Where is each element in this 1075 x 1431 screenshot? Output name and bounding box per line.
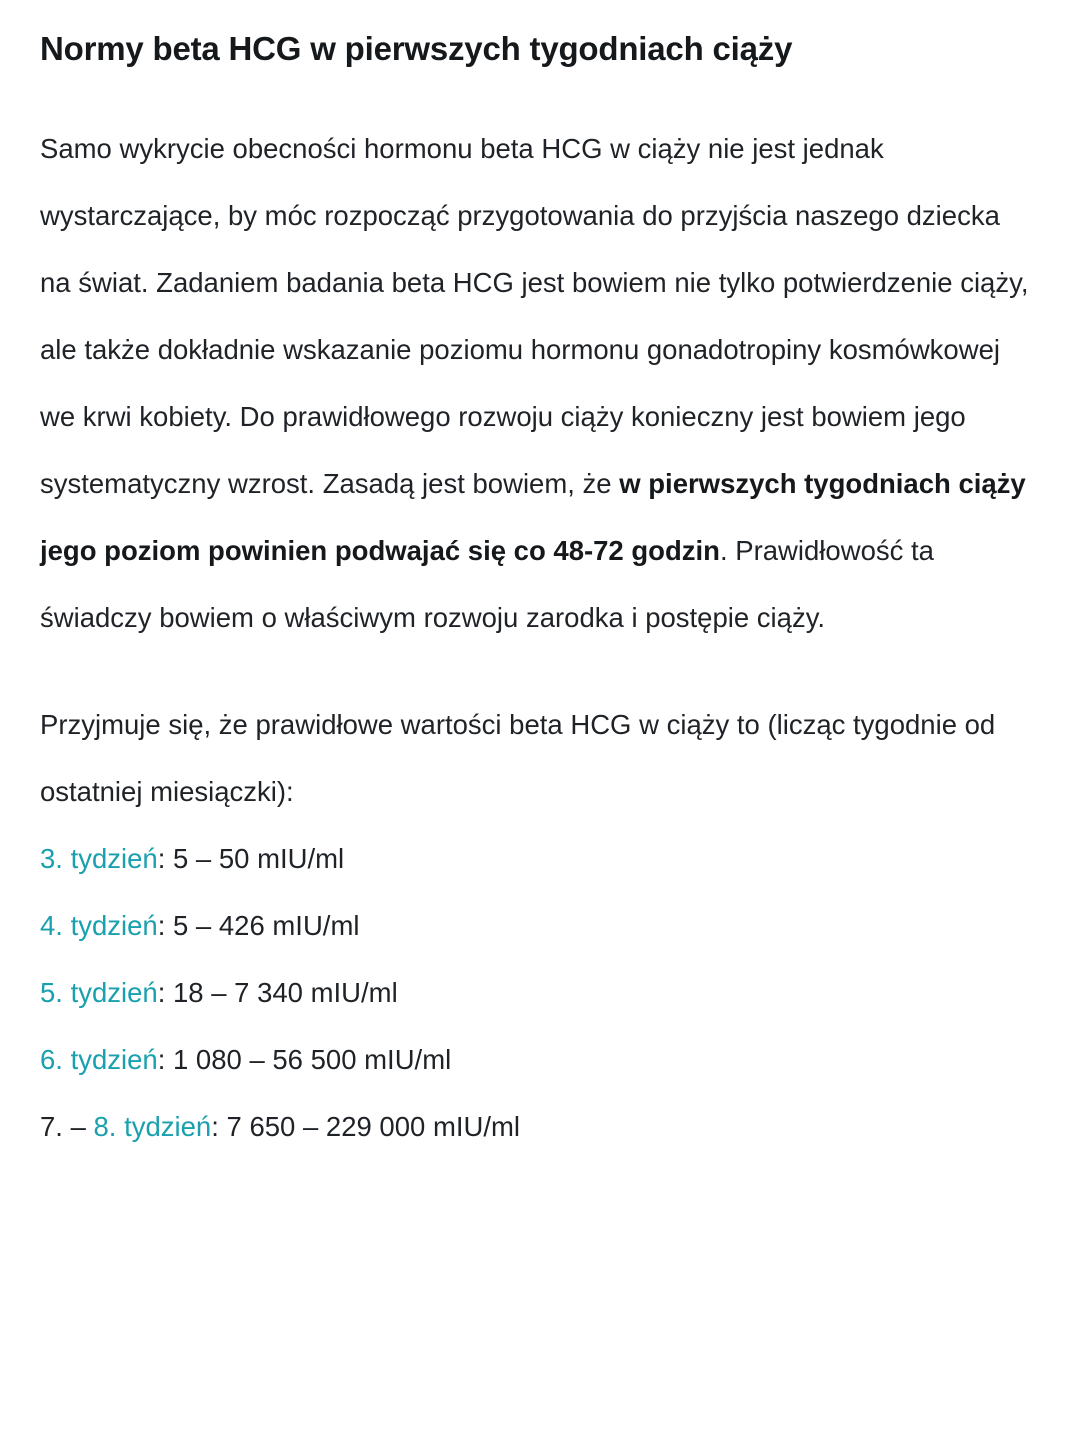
list-item [40, 825, 1035, 892]
list-item [40, 959, 1035, 1026]
list-item [40, 1093, 1035, 1160]
intro-text-part-1: Samo wykrycie obecności hormonu beta HCG w ciąży nie jest jednak wystarczające, by móc rozpocząć przygotowania do przyjścia naszego dziecka na świat. Zadaniem badania beta HCG jest bowiem nie tylko potwierdzenie ciąży, ale także dokładnie wskazanie poziomu hormonu gonadotropiny kosmówkowej we krwi kobiety. Do prawidłowego rozwoju ciąży konieczny jest bowiem jego systematyczny wzrost. Zasadą jest bowiem, że [40, 133, 1029, 500]
week-value: 7 650 – 229 000 mIU/ml [218, 1111, 521, 1143]
intro-paragraph [40, 115, 1035, 651]
week-separator: : [157, 977, 166, 1009]
week-separator: : [211, 1111, 219, 1143]
intro-text-part-2: . Prawidłowość ta świadczy bowiem o właściwym rozwoju zarodka i postępie ciąży. [40, 535, 934, 634]
week-separator: : [157, 843, 166, 875]
week-value: 18 – 7 340 mIU/ml [165, 977, 398, 1009]
week-link-8[interactable]: 8. tydzień [93, 1111, 212, 1143]
week-link-4[interactable]: 4. tydzień [40, 910, 158, 942]
week-separator: : [157, 910, 166, 942]
week-prefix: 7. [40, 1111, 71, 1143]
norms-list [40, 825, 1035, 1160]
week-link-6[interactable]: 6. tydzień [40, 1044, 158, 1076]
list-item [40, 1026, 1035, 1093]
week-value: 1 080 – 56 500 mIU/ml [165, 1044, 452, 1076]
week-link-5[interactable]: 5. tydzień [40, 977, 158, 1009]
page-title: Normy beta HCG w pierwszych tygodniach ciąży [40, 30, 793, 67]
intro-emphasis: w pierwszych tygodniach ciąży jego poziom powinien podwajać się co 48-72 godzin [40, 468, 1026, 567]
list-item [40, 892, 1035, 959]
week-link-3[interactable]: 3. tydzień [40, 843, 158, 875]
week-value: 5 – 50 mIU/ml [165, 843, 345, 875]
norms-intro-paragraph: Przyjmuje się, że prawidłowe wartości beta HCG w ciąży to (licząc tygodnie od ostatniej miesiączki): [40, 709, 996, 808]
week-value: 5 – 426 mIU/ml [165, 910, 360, 942]
week-separator: : [157, 1044, 166, 1076]
week-range-dash: – [70, 1111, 94, 1143]
